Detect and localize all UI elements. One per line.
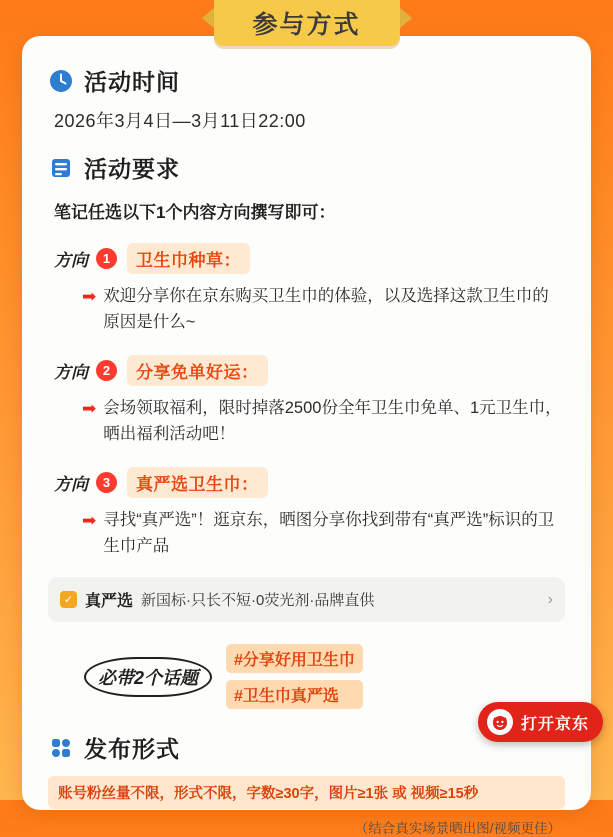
direction-row-2 bbox=[54, 355, 565, 386]
section-title-time: 活动时间 bbox=[84, 69, 180, 95]
direction-number-2: 2 bbox=[96, 360, 117, 381]
topics-row bbox=[84, 644, 565, 709]
open-jd-button[interactable] bbox=[478, 702, 603, 742]
direction-body-1 bbox=[82, 284, 565, 335]
topics-lead-label: 必带2个话题 bbox=[84, 657, 212, 697]
publish-requirement: 账号粉丝量不限，形式不限，字数≥30字，图片≥1张 或 视频≥15秒 bbox=[48, 776, 565, 809]
section-title-requirement: 活动要求 bbox=[84, 156, 180, 182]
direction-number-1: 1 bbox=[96, 248, 117, 269]
grid-icon bbox=[48, 735, 74, 761]
topic-tag-list bbox=[226, 644, 363, 709]
direction-tag-1: 卫生巾种草： bbox=[127, 243, 250, 274]
arrow-icon: ➡ bbox=[82, 287, 97, 306]
page-banner bbox=[214, 0, 400, 46]
content-card bbox=[22, 36, 591, 837]
direction-row-1 bbox=[54, 243, 565, 274]
zhenyanxuan-card[interactable] bbox=[48, 577, 565, 622]
topic-tag-1[interactable]: #分享好用卫生巾 bbox=[226, 644, 363, 673]
zhenyanxuan-name: 真严选 bbox=[85, 593, 134, 611]
banner-title: 参与方式 bbox=[252, 11, 361, 39]
arrow-icon: ➡ bbox=[82, 511, 97, 531]
open-jd-label: 打开京东 bbox=[520, 715, 589, 733]
clipboard-icon bbox=[48, 155, 74, 181]
section-title-publish: 发布形式 bbox=[84, 736, 180, 763]
direction-label-3: 方向 bbox=[54, 475, 88, 495]
direction-body-2 bbox=[82, 396, 565, 447]
direction-row-3 bbox=[54, 467, 565, 498]
direction-body-text-2: 会场领取福利，限时掉落2500份全年卫生巾免单、1元卫生巾，晒出福利活动吧！ bbox=[103, 399, 562, 443]
direction-label-2: 方向 bbox=[54, 363, 88, 383]
direction-tag-3: 真严选卫生巾： bbox=[127, 467, 268, 498]
clock-icon bbox=[48, 68, 74, 94]
section-header-requirement bbox=[48, 151, 565, 184]
chevron-right-icon[interactable]: › bbox=[547, 590, 553, 608]
direction-label-1: 方向 bbox=[54, 251, 88, 270]
direction-body-text-1: 欢迎分享你在京东购买卫生巾的体验，以及选择这款卫生巾的原因是什么~ bbox=[103, 287, 549, 331]
publish-note: （结合真实场景晒出图/视频更佳） bbox=[354, 821, 561, 837]
requirement-subtitle: 笔记任选以下1个内容方向撰写即可： bbox=[54, 203, 336, 222]
direction-tag-2: 分享免单好运： bbox=[127, 355, 268, 386]
arrow-icon: ➡ bbox=[82, 399, 97, 419]
direction-number-3: 3 bbox=[96, 472, 117, 493]
direction-body-text-3: 寻找“真严选”！逛京东，晒图分享你找到带有“真严选”标识的卫生巾产品 bbox=[103, 511, 555, 555]
jd-dog-icon bbox=[487, 709, 513, 735]
topic-tag-2[interactable]: #卫生巾真严选 bbox=[226, 680, 363, 709]
direction-body-3 bbox=[82, 508, 565, 559]
check-icon: ✓ bbox=[60, 591, 77, 608]
section-header-time bbox=[48, 64, 565, 97]
activity-time-value: 2026年3月4日—3月11日22:00 bbox=[54, 111, 306, 131]
zhenyanxuan-desc: 新国标·只长不短·0荧光剂·品牌直供 bbox=[141, 592, 375, 610]
